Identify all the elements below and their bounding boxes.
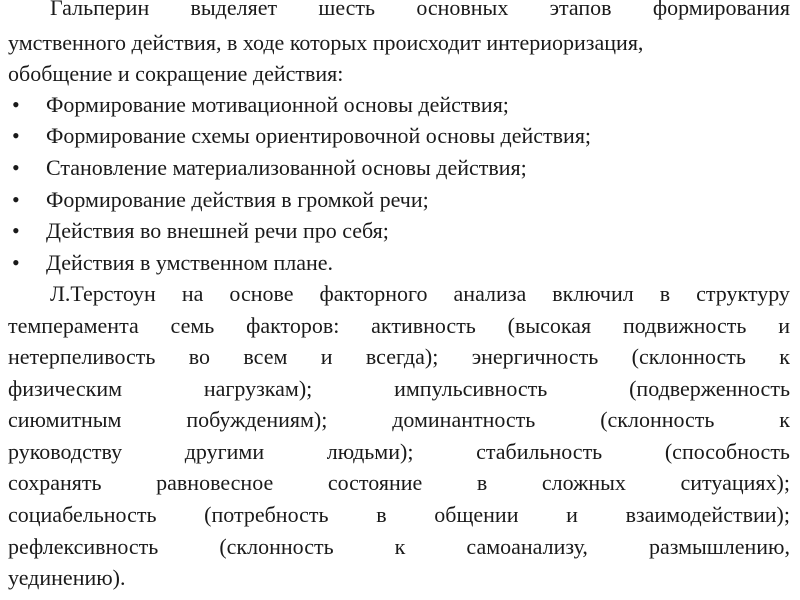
word: размышлению,	[648, 534, 790, 559]
word: к	[779, 407, 790, 432]
word: (подверженность	[629, 376, 790, 401]
text-line	[8, 59, 790, 89]
list-item	[8, 121, 790, 151]
word: доминантность	[392, 407, 536, 432]
bullet-icon: •	[12, 250, 20, 275]
text-line	[8, 468, 790, 498]
word: факторов:	[246, 313, 340, 338]
word: темперамента	[8, 313, 139, 338]
list-item	[8, 90, 790, 120]
word: и	[566, 502, 578, 527]
word: сиюмитным	[8, 407, 122, 432]
text-line	[8, 563, 790, 593]
text-line	[8, 405, 790, 435]
word: нагрузкам);	[203, 376, 313, 401]
word: основе	[229, 281, 294, 306]
list-item-text: Формирование мотивационной основы действия;	[46, 92, 509, 117]
text-line	[8, 311, 790, 341]
line-text: умственного действия, в ходе которых происходит интериоризация,	[8, 30, 644, 55]
word: формирования	[652, 0, 790, 20]
word: физическим	[8, 376, 123, 401]
word: в	[376, 502, 387, 527]
word: основных	[416, 0, 509, 20]
word: всем	[243, 344, 288, 369]
word: равновесное	[156, 470, 274, 495]
text-line	[8, 374, 790, 404]
list-item-text: Действия во внешней речи про себя;	[46, 218, 389, 243]
word: подвижность	[622, 313, 747, 338]
word: взаимодействии);	[625, 502, 790, 527]
bullet-icon: •	[12, 92, 20, 117]
text-line	[8, 342, 790, 372]
word: выделяет	[190, 0, 278, 20]
word: (склонность	[219, 534, 334, 559]
word: самоанализу,	[466, 534, 588, 559]
text-line	[8, 500, 790, 530]
word: состояние	[327, 470, 423, 495]
word: уединению).	[8, 565, 126, 590]
line-text: обобщение и сокращение действия:	[8, 61, 344, 86]
word: шесть	[318, 0, 376, 20]
word: в	[659, 281, 671, 306]
word: побуждениям);	[186, 407, 328, 432]
word: этапов	[549, 0, 612, 20]
bullet-icon: •	[12, 187, 20, 212]
word: сложных	[541, 470, 626, 495]
word: энергичность	[471, 344, 599, 369]
list-item	[8, 185, 790, 215]
word: Гальперин	[50, 0, 150, 20]
word: людьми);	[326, 439, 414, 464]
word: социабельность	[8, 502, 157, 527]
word: семь	[170, 313, 215, 338]
word: (способность	[664, 439, 790, 464]
word: (высокая	[507, 313, 592, 338]
list-item-text: Формирование схемы ориентировочной основы действия;	[46, 123, 592, 148]
text-line	[50, 0, 790, 23]
word: нетерпеливость	[8, 344, 156, 369]
word: общении	[434, 502, 519, 527]
word: структуру	[696, 281, 790, 306]
word: включил	[552, 281, 634, 306]
bullet-icon: •	[12, 123, 20, 148]
word: активность	[371, 313, 476, 338]
text-line	[8, 28, 790, 58]
bullet-icon: •	[12, 218, 20, 243]
word: другими	[184, 439, 265, 464]
word: всегда);	[365, 344, 439, 369]
word: и	[320, 344, 333, 369]
word: во	[188, 344, 211, 369]
text-line	[50, 279, 790, 309]
word: на	[181, 281, 204, 306]
word: и	[778, 313, 790, 338]
text-line	[8, 437, 790, 467]
list-item	[8, 248, 790, 278]
word: (склонность	[600, 407, 715, 432]
word: факторного	[319, 281, 428, 306]
list-item-text: Становление материализованной основы действия;	[46, 155, 527, 180]
word: к	[394, 534, 406, 559]
word: руководству	[8, 439, 123, 464]
list-item-text: Действия в умственном плане.	[46, 250, 333, 275]
word: к	[779, 344, 790, 369]
word: (склонность	[631, 344, 746, 369]
word: импульсивность	[394, 376, 548, 401]
word: анализа	[453, 281, 527, 306]
word: (потребность	[204, 502, 329, 527]
list-item	[8, 216, 790, 246]
word: ситуациях);	[680, 470, 790, 495]
list-item-text: Формирование действия в громкой речи;	[46, 187, 429, 212]
word: в	[476, 470, 488, 495]
bullet-icon: •	[12, 155, 20, 180]
word: сохранять	[8, 470, 102, 495]
list-item	[8, 153, 790, 183]
word: рефлексивность	[8, 534, 159, 559]
word: стабильность	[476, 439, 603, 464]
word: Л.Терстоун	[50, 281, 156, 306]
text-line	[8, 532, 790, 562]
